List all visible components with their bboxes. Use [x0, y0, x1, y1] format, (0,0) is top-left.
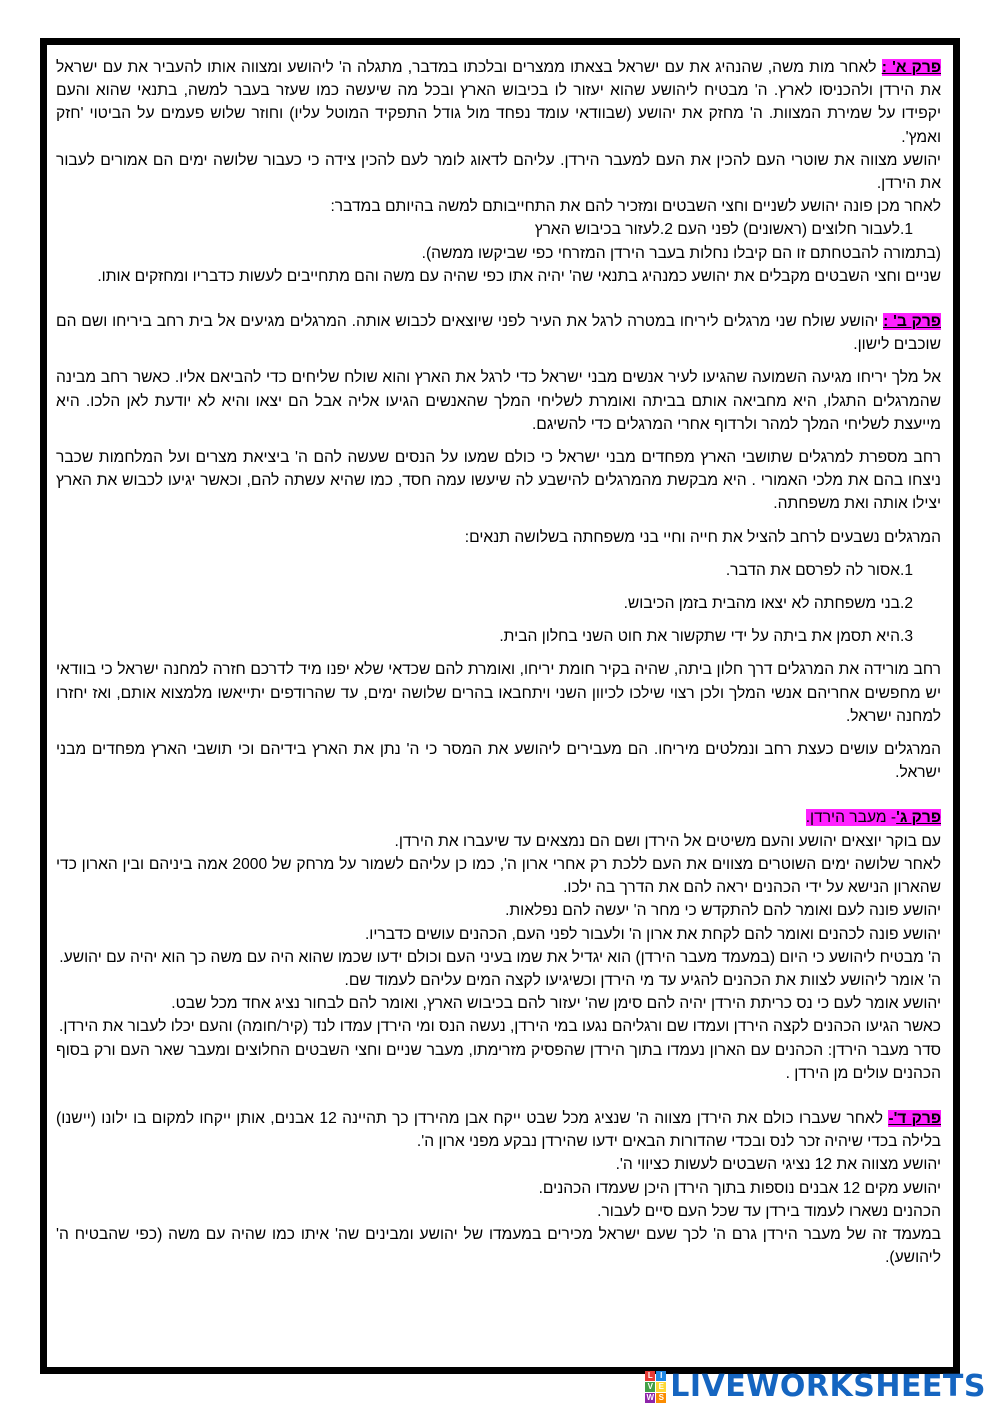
logo-badge-icon: L I V E W S	[645, 1371, 666, 1403]
liveworksheets-logo	[645, 1369, 986, 1404]
condition-item: 1.אסור לה לפרסם את הדבר.	[725, 561, 913, 579]
chapter-b-paragraph: אל מלך יריחו מגיעה השמועה שהגיעו לעיר אנשים מבני ישראל כדי לרגל את הארץ והוא שולח שליחים כדי להביאם אליו. כאשר רחב מבינה שהמרגלים התגלו, היא מחביאה אותם בביתה ואומרת לשליחי המלך שהאנשים הגיעו אליה אבל הם יצאו והיא לא יודעת לאן הלכו. היא מייעצת לשליחי המלך למהר ולרדוף אחרי המרגלים כדי להשיגם.	[56, 369, 941, 433]
chapter-c-paragraph: ה' מבטיח ליהושע כי היום (במעמד מעבר הירדן) הוא יגדיל את שמו בעיני העם וכולם ידעו שכמו שהוא היה עם משה כך הוא יהיה עם יהושע.	[59, 948, 941, 966]
chapter-c-title: - מעבר הירדן.	[805, 809, 897, 827]
chapter-c-paragraph: כאשר הגיעו הכהנים לקצה הירדן ועמדו שם ורגליהם נגעו במי הירדן, נעשה הנס ומי הירדן עמדו לנד (קיר/חומה) והעם יכלו לעבור את הירדן.	[59, 1018, 941, 1036]
chapter-b-paragraph: רחב מורידה את המרגלים דרך חלון ביתה, שהיה בקיר חומת יריחו, ואומרת להם שכדאי שלא יפנו מיד לדרכם חזרה למחנה ישראל כי בוודאי יש מחפשים אחריהם אנשי המלך ולכן רצוי שילכו לכיוון השני ויתחבאו בהרים שלושה ימים, עד שהרודפים יתייאשו מלמצוא אותם, ואז יחזרו למחנה ישראל.	[56, 661, 941, 725]
chapter-d-paragraph: במעמד זה של מעבר הירדן גרם ה' לכך שעם ישראל מכירים במעמדו של יהושע ומבינים שה' איתו כמו שהיה עם משה (כפי שהבטיח ה' ליהושע).	[56, 1225, 941, 1267]
chapter-d-paragraph: הכהנים נשארו לעמוד בירדן עד שכל העם סיים לעבור.	[597, 1202, 941, 1220]
condition-item: 2.בני משפחתה לא יצאו מהבית בזמן הכיבוש.	[623, 595, 913, 613]
chapter-a-intro: פרק א' : לאחר מות משה, שהנהיג את עם ישראל בצאתו ממצרים ובלכתו במדבר, מתגלה ה' ליהושע ומצווה אותו להעביר את עם ישראל את הירדן ולהכניסו לארץ. ה' מבטיח ליהושע שהוא יעזור לו בכיבוש הארץ ובכל מה שיעשה כמו שעזר בעבר למשה, בתנאי שהוא והעם יקפידו על שמירת המצוות. ה' מחזק את יהושע (שבוודאי עומד נפחד מול גודל התפקיד המוטל עליו) וחוזר שלוש פעמים על הביטוי 'חזק ואמץ'.	[56, 59, 941, 146]
chapter-c-paragraph: עם בוקר יוצאים יהושע והעם משיטים אל הירדן ושם הם נמצאים עד שיעברו את הירדן.	[394, 832, 941, 850]
chapter-d-paragraph: יהושע מצווה את 12 נציגי השבטים לעשות כציווי ה'.	[615, 1156, 941, 1174]
chapter-a-paragraph: (בתמורה להבטחתם זו הם קיבלו נחלות בעבר הירדן המזרחי כפי שביקשו ממשה).	[421, 244, 941, 262]
worksheet-body	[56, 56, 941, 1269]
chapter-d-intro: פרק ד'- לאחר שעברו כולם את הירדן מצווה ה' שנציג מכל שבט ייקח אבן מהירדן כך תהיינה 12 אבנים, אותן ייקחו למקום בו ילונו (יישנו) בלילה בכדי שיהיה זכר לנס ובכדי שהדורות הבאים ידעו שהירדן נבקע מפני ארון ה'.	[56, 1109, 941, 1151]
chapter-c-paragraph: יהושע פונה לכהנים ואומר להם לקחת את ארון ה' ולעבור לפני העם, הכהנים עושים כדבריו.	[364, 925, 941, 943]
chapter-a-paragraph: לאחר מכן פונה יהושע לשניים וחצי השבטים ומזכיר להם את התחייבותם למשה בהיותם במדבר:	[330, 198, 941, 216]
chapter-b-paragraph: המרגלים נשבעים לרחב להציל את חייה וחיי בני משפחתה בשלושה תנאים:	[464, 528, 941, 546]
chapter-c-paragraph: לאחר שלושה ימים השוטרים מצווים את העם ללכת רק אחרי ארון ה', כמו כן עליהם לשמור על מרחק של 2000 אמה ביניהם ובין הארון כדי שהארון הנישא על ידי הכהנים יראה להם את הדרך בה ילכו.	[56, 855, 941, 897]
chapter-a-label: פרק א' :	[881, 59, 941, 76]
chapter-b-paragraph: רחב מספרת למרגלים שתושבי הארץ מפחדים מבני ישראל כי כולם שמעו על הנסים שעשה להם ה' ביציאת מצרים ועל המלחמות שכבר ניצחו בהם את מלכי האמורי . היא מבקשת מהמרגלים להישבע לה שיעשו עמה חסד, כמו שהיא עשתה להם, וכאשר יגיעו לכבוש את הארץ יצילו אותה ואת משפחתה.	[56, 449, 941, 513]
chapter-c-paragraph: יהושע פונה לעם ואומר להם להתקדש כי מחר ה' יעשה להם נפלאות.	[505, 902, 941, 920]
chapter-a-paragraph: יהושע מצווה את שוטרי העם להכין את העם למעבר הירדן. עליהם לדאוג לומר לעם להכין צידה כי כעבור שלושה ימים הם אמורים לעבור את הירדן.	[56, 151, 941, 193]
chapter-a-paragraph: שניים וחצי השבטים מקבלים את יהושע כמנהיג בתנאי שה' יהיה אתו כפי שהיה עם משה והם מתחייבים לעשות כדבריו ומחזקים אותו.	[97, 267, 941, 285]
chapter-c-label: פרק ג'	[896, 809, 941, 827]
chapter-d-label: פרק ד'-	[888, 1109, 941, 1127]
chapter-b-label: פרק ב' :	[883, 313, 941, 331]
chapter-c-paragraph: סדר מעבר הירדן: הכהנים עם הארון נעמדו בתוך הירדן שהפסיק מזרימתו, מעבר שניים וחצי השבטים החלוצים ומעבר שאר העם ורק בסוף הכהנים עולים מן הירדן .	[56, 1041, 941, 1082]
chapter-c-paragraph: ה' אומר ליהושע לצוות את הכהנים להגיע עד מי הירדן וכשיגיעו לקצה המים עליהם לעמוד שם.	[344, 971, 941, 989]
chapter-b-intro: פרק ב' : יהושע שולח שני מרגלים ליריחו במטרה לרגל את העיר לפני שיוצאים לכבוש אותה. המרגלים מגיעים אל בית רחב ביריחו ושם הם שוכבים לישון.	[56, 313, 941, 354]
chapter-d-paragraph: יהושע מקים 12 אבנים נוספות בתוך הירדן היכן שעמדו הכהנים.	[538, 1179, 941, 1197]
chapter-a-list: 1.לעבור חלוצים (ראשונים) לפני העם 2.לעזור בכיבוש הארץ	[534, 221, 913, 239]
condition-item: 3.היא תסמן את ביתה על ידי שתקשור את חוט השני בחלון הבית.	[499, 628, 913, 646]
logo-text: LIVEWORKSHEETS	[670, 1369, 986, 1404]
chapter-c-paragraph: יהושע אומר לעם כי נס כריתת הירדן יהיה להם סימן שה' יעזור להם בכיבוש הארץ, ואומר להם לבחור נציג אחד מכל שבט.	[171, 995, 941, 1013]
chapter-b-paragraph: המרגלים עושים כעצת רחב ונמלטים מיריחו. הם מעבירים ליהושע את המסר כי ה' נתן את הארץ בידיהם וכי תושבי הארץ מפחדים מבני ישראל.	[56, 741, 941, 782]
chapter-c-heading	[56, 806, 941, 829]
